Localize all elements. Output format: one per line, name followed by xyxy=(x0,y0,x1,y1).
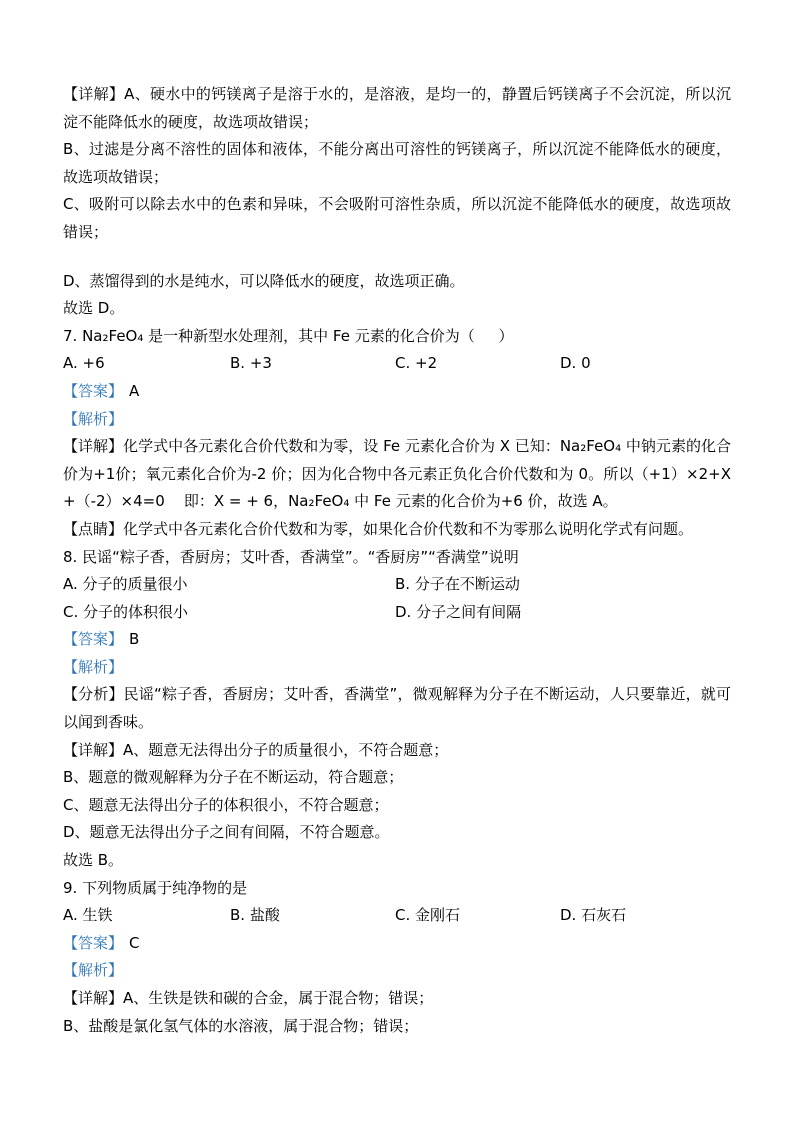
q9-detail-b: B、盐酸是氯化氢气体的水溶液，属于混合物；错误； xyxy=(63,1016,419,1035)
q8-option-c: C. 分子的体积很小 xyxy=(63,602,189,621)
q9-option-a: A. 生铁 xyxy=(63,906,113,925)
q8-detail-c: C、题意无法得出分子的体积很小，不符合题意； xyxy=(63,795,389,814)
q8-options xyxy=(63,571,731,626)
q9-option-c: C. 金刚石 xyxy=(395,906,461,925)
q8-option-b: B. 分子在不断运动 xyxy=(395,575,520,594)
q9-answer-line xyxy=(63,930,731,958)
q8-answer-line xyxy=(63,626,731,654)
blank-line xyxy=(63,247,731,268)
q7-detail: 【详解】化学式中各元素化合价代数和为零，设 Fe 元素化合价为 X 已知：Na₂FeO₄ 中钠元素的化合价为+1价；氧元素化合价为-2 价；因为化合物中各元素正负化合价代数和为 0。所以（+1）×2+X+（-2）×4=0 即：X = + 6，Na₂FeO₄ 中 Fe 元素的化合价为+6 价，故选 A。 xyxy=(63,437,731,511)
answer-label: 【答案】 xyxy=(63,381,124,400)
q7-option-a: A. +6 xyxy=(63,354,105,373)
q8-analysis: 【分析】民谣“粽子香，香厨房；艾叶香，香满堂”，微观解释为分子在不断运动，人只要靠近，就可以闻到香味。 xyxy=(63,685,731,732)
q9-analysis-label-line xyxy=(63,957,731,985)
q6-conclusion: 故选 D。 xyxy=(63,299,125,318)
q7-analysis-label-line xyxy=(63,406,731,434)
answer-label: 【答案】 xyxy=(63,630,124,649)
q7-answer-line xyxy=(63,378,731,406)
q8-detail-a: 【详解】A、题意无法得出分子的质量很小，不符合题意； xyxy=(63,740,449,759)
q7-stem: 7. Na₂FeO₄ 是一种新型水处理剂，其中 Fe 元素的化合价为（ ） xyxy=(63,326,514,345)
q9-option-b: B. 盐酸 xyxy=(230,906,280,925)
q6-detail-c: C、吸附可以除去水中的色素和异味，不会吸附可溶性杂质，所以沉淀不能降低水的硬度，故选项故错误； xyxy=(63,195,731,241)
q9-stem: 9. 下列物质属于纯净物的是 xyxy=(63,878,248,897)
analysis-label: 【解析】 xyxy=(63,657,124,676)
q9-option-d: D. 石灰石 xyxy=(560,906,627,925)
q8-detail-b: B、题意的微观解释为分子在不断运动，符合题意； xyxy=(63,768,404,787)
q6-detail-a: 【详解】A、硬水中的钙镁离子是溶于水的，是溶液，是均一的，静置后钙镁离子不会沉淀，所以沉淀不能降低水的硬度，故选项故错误； xyxy=(63,85,731,131)
answer-label: 【答案】 xyxy=(63,933,124,952)
q7-tip: 【点睛】化学式中各元素化合价代数和为零，如果化合价代数和不为零那么说明化学式有问题。 xyxy=(63,519,694,538)
q6-detail-d: D、蒸馏得到的水是纯水，可以降低水的硬度，故选项正确。 xyxy=(63,271,465,290)
q8-option-a: A. 分子的质量很小 xyxy=(63,575,188,594)
q7-option-b: B. +3 xyxy=(230,354,272,373)
q8-detail-d: D、题意无法得出分子之间有间隔，不符合题意。 xyxy=(63,823,390,842)
q7-option-d: D. 0 xyxy=(560,354,591,373)
q7-options xyxy=(63,350,731,378)
answer-value: A xyxy=(129,381,140,400)
q8-analysis-label-line xyxy=(63,654,731,682)
q9-options xyxy=(63,902,731,930)
q8-stem: 8. 民谣“粽子香，香厨房；艾叶香，香满堂”。“香厨房”“香满堂”说明 xyxy=(63,547,519,566)
q8-option-d: D. 分子之间有间隔 xyxy=(395,602,522,621)
q9-detail-a: 【详解】A、生铁是铁和碳的合金，属于混合物；错误； xyxy=(63,989,434,1007)
analysis-label: 【解析】 xyxy=(63,409,124,428)
answer-value: C xyxy=(129,933,140,952)
q7-option-c: C. +2 xyxy=(395,354,438,373)
q6-detail-b: B、过滤是分离不溶性的固体和液体，不能分离出可溶性的钙镁离子，所以沉淀不能降低水的硬度，故选项故错误； xyxy=(63,140,731,186)
q8-conclusion: 故选 B。 xyxy=(63,851,124,870)
answer-value: B xyxy=(129,630,140,649)
analysis-label: 【解析】 xyxy=(63,961,124,980)
